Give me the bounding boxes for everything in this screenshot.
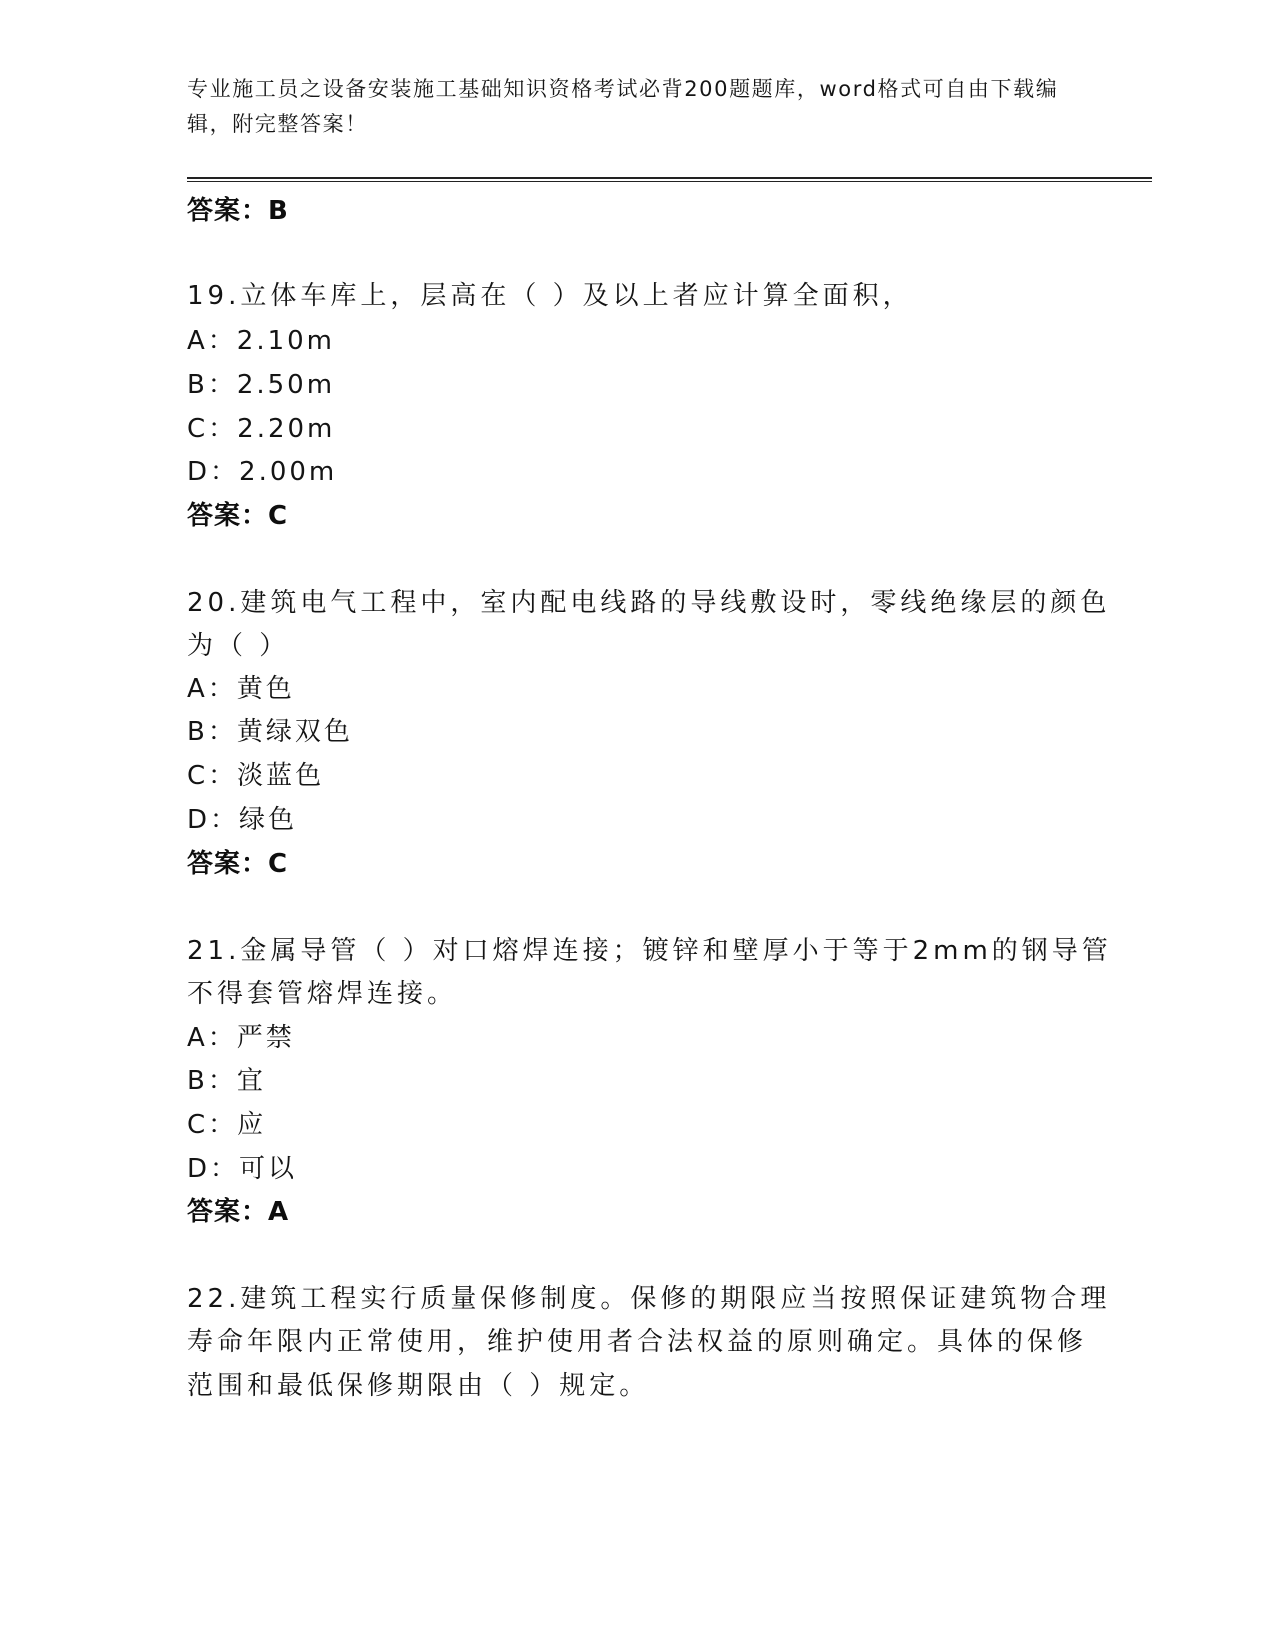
question-20-option-a: A：黄色 <box>187 674 295 704</box>
question-22-text-line-2: 寿命年限内正常使用，维护使用者合法权益的原则确定。具体的保修 <box>187 1327 1088 1357</box>
question-21-option-d: D：可以 <box>187 1154 298 1184</box>
question-21-text-line-2: 不得套管熔焊连接。 <box>187 979 458 1009</box>
question-19-answer: 答案：C <box>187 501 289 531</box>
question-19-text: 19.立体车库上，层高在（ ）及以上者应计算全面积， <box>187 281 913 311</box>
page-header-text: 专业施工员之设备安装施工基础知识资格考试必背200题题库，word格式可自由下载编辑，附完整答案！ <box>187 77 1059 136</box>
question-19-option-b: B：2.50m <box>187 370 336 400</box>
previous-answer: 答案：B <box>187 196 289 226</box>
question-19-option-a: A：2.10m <box>187 326 336 356</box>
question-20-answer: 答案：C <box>187 849 289 879</box>
question-20-option-c: C：淡蓝色 <box>187 761 325 791</box>
question-20-text-line-1: 20.建筑电气工程中，室内配电线路的导线敷设时，零线绝缘层的颜色 <box>187 588 1111 618</box>
question-21-option-b: B：宜 <box>187 1066 266 1096</box>
question-22-text-line-1: 22.建筑工程实行质量保修制度。保修的期限应当按照保证建筑物合理 <box>187 1284 1111 1314</box>
question-19-option-d: D：2.00m <box>187 457 338 487</box>
question-21-answer: 答案：A <box>187 1197 290 1227</box>
question-20-option-b: B：黄绿双色 <box>187 717 353 747</box>
question-21-option-c: C：应 <box>187 1110 267 1140</box>
question-21-option-a: A：严禁 <box>187 1023 295 1053</box>
question-22-text-line-3: 范围和最低保修期限由（ ）规定。 <box>187 1371 650 1401</box>
question-21-text-line-1: 21.金属导管（ ）对口熔焊连接；镀锌和壁厚小于等于2mm的钢导管 <box>187 936 1112 966</box>
question-20-option-d: D：绿色 <box>187 805 298 835</box>
question-19-option-c: C：2.20m <box>187 414 336 444</box>
question-20-text-line-2: 为（ ） <box>187 631 290 661</box>
header-divider <box>187 177 1152 182</box>
